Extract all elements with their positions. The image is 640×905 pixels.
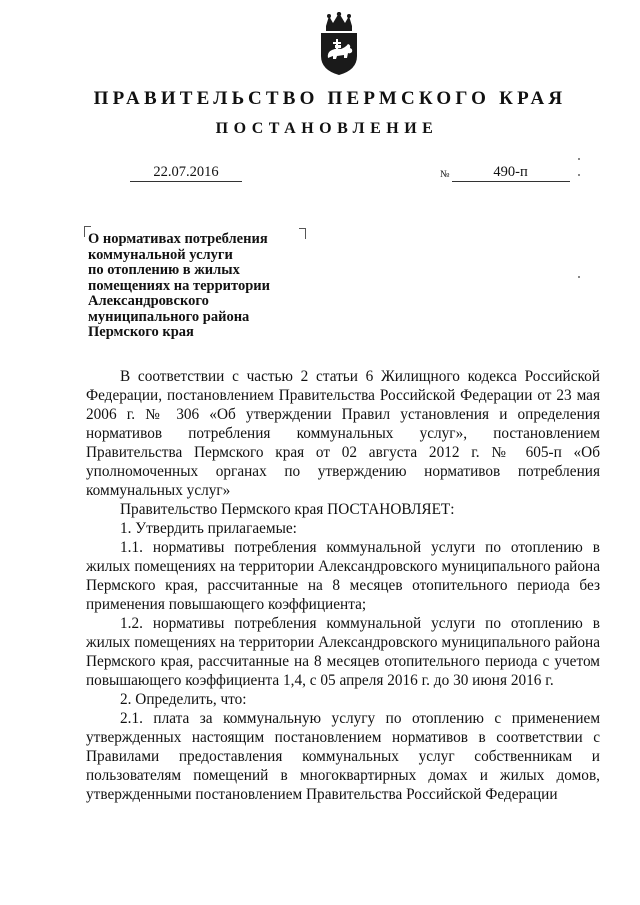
coat-of-arms-icon: [317, 12, 361, 76]
clause-1-1: 1.1. нормативы потребления коммунальной услуги по отоплению в жилых помещениях на территории Александровского муниципального района Пермского края, рассчитанные на 8 месяцев отопительного периода без применения повышающего коэффициента;: [86, 539, 600, 613]
clause-2: 2. Определить, что:: [120, 691, 247, 708]
title-line: коммунальной услуги: [88, 246, 233, 263]
scan-artifact: [578, 276, 580, 278]
document-number-block: [440, 163, 570, 184]
number-sign: №: [440, 169, 450, 180]
government-title: ПРАВИТЕЛЬСТВО ПЕРМСКОГО КРАЯ: [93, 88, 567, 109]
title-line: муниципального района: [88, 308, 250, 325]
clause-1: 1. Утвердить прилагаемые:: [120, 520, 297, 537]
document-date: 22.07.2016: [130, 163, 242, 182]
document-title: [88, 232, 303, 341]
scan-artifact: [578, 174, 580, 176]
preamble-paragraph: В соответствии с частью 2 статьи 6 Жилищного кодекса Российской Федерации, постановлением Правительства Российской Федерации от 23 мая 2006 г. № 306 «Об утверждении Правил установления и определения нормативов потребления коммунальных услуг», постановлением Правительства Пермского края от 02 августа 2012 г. № 605-п «Об уполномоченных органах по утверждению нормативов потребления коммунальных услуг»: [86, 368, 600, 499]
clause-2-1: 2.1. плата за коммунальную услугу по отоплению с применением утвержденных настоящим постановлением нормативов в соответствии с Правилами предоставления коммунальных услуг собственникам и пользователям помещений в многоквартирных домах и жилых домов, утвержденными постановлением Правительства Российской Федерации: [86, 710, 600, 803]
title-line: по отоплению в жилых: [88, 262, 240, 278]
title-line: О нормативах потребления: [88, 231, 268, 247]
document-body: [86, 367, 600, 804]
document-number: 490-п: [452, 163, 570, 182]
title-line: Пермского края: [88, 324, 194, 340]
title-line: помещениях на территории: [88, 277, 270, 294]
document-type: ПОСТАНОВЛЕНИЕ: [215, 120, 439, 137]
title-line: Александровского: [88, 293, 209, 309]
scan-artifact: [578, 158, 580, 160]
resolution-line: Правительство Пермского края ПОСТАНОВЛЯЕТ:: [120, 501, 455, 518]
clause-1-2: 1.2. нормативы потребления коммунальной услуги по отоплению в жилых помещениях на территории Александровского муниципального района Пермского края, рассчитанные на 8 месяцев отопительного периода с учетом повышающего коэффициента 1,4, с 05 апреля 2016 г. до 30 июня 2016 г.: [86, 615, 600, 689]
